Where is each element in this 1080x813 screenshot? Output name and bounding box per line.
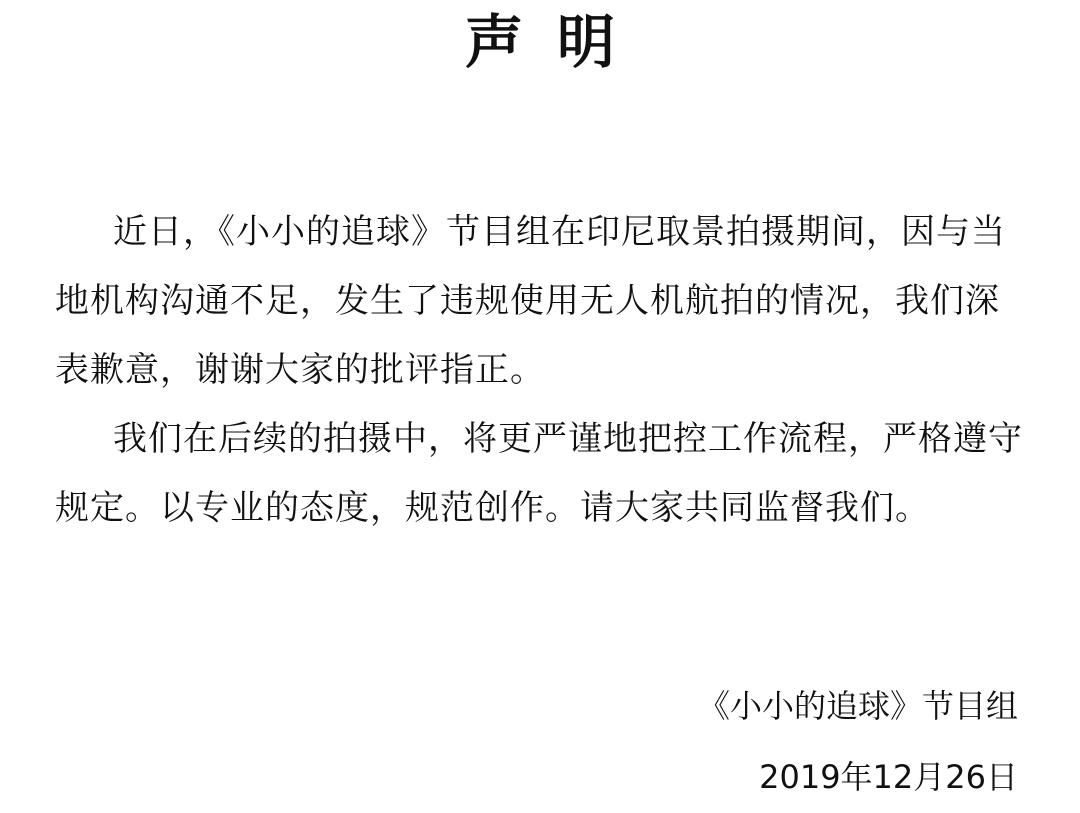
paragraph-2: 我们在后续的拍摄中，将更严谨地把控工作流程，严格遵守规定。以专业的态度，规范创作。请大家共同监督我们。 — [55, 419, 1023, 528]
paragraph-1: 近日，《小小的追球》节目组在印尼取景拍摄期间，因与当地机构沟通不足，发生了违规使用无人机航拍的情况，我们深表歉意，谢谢大家的批评指正。 — [55, 212, 1006, 390]
page-title: 声明 — [464, 8, 649, 76]
signature-date: 2019年12月26日 — [759, 758, 1018, 796]
signature-organization: 《小小的追球》节目组 — [697, 687, 1018, 725]
